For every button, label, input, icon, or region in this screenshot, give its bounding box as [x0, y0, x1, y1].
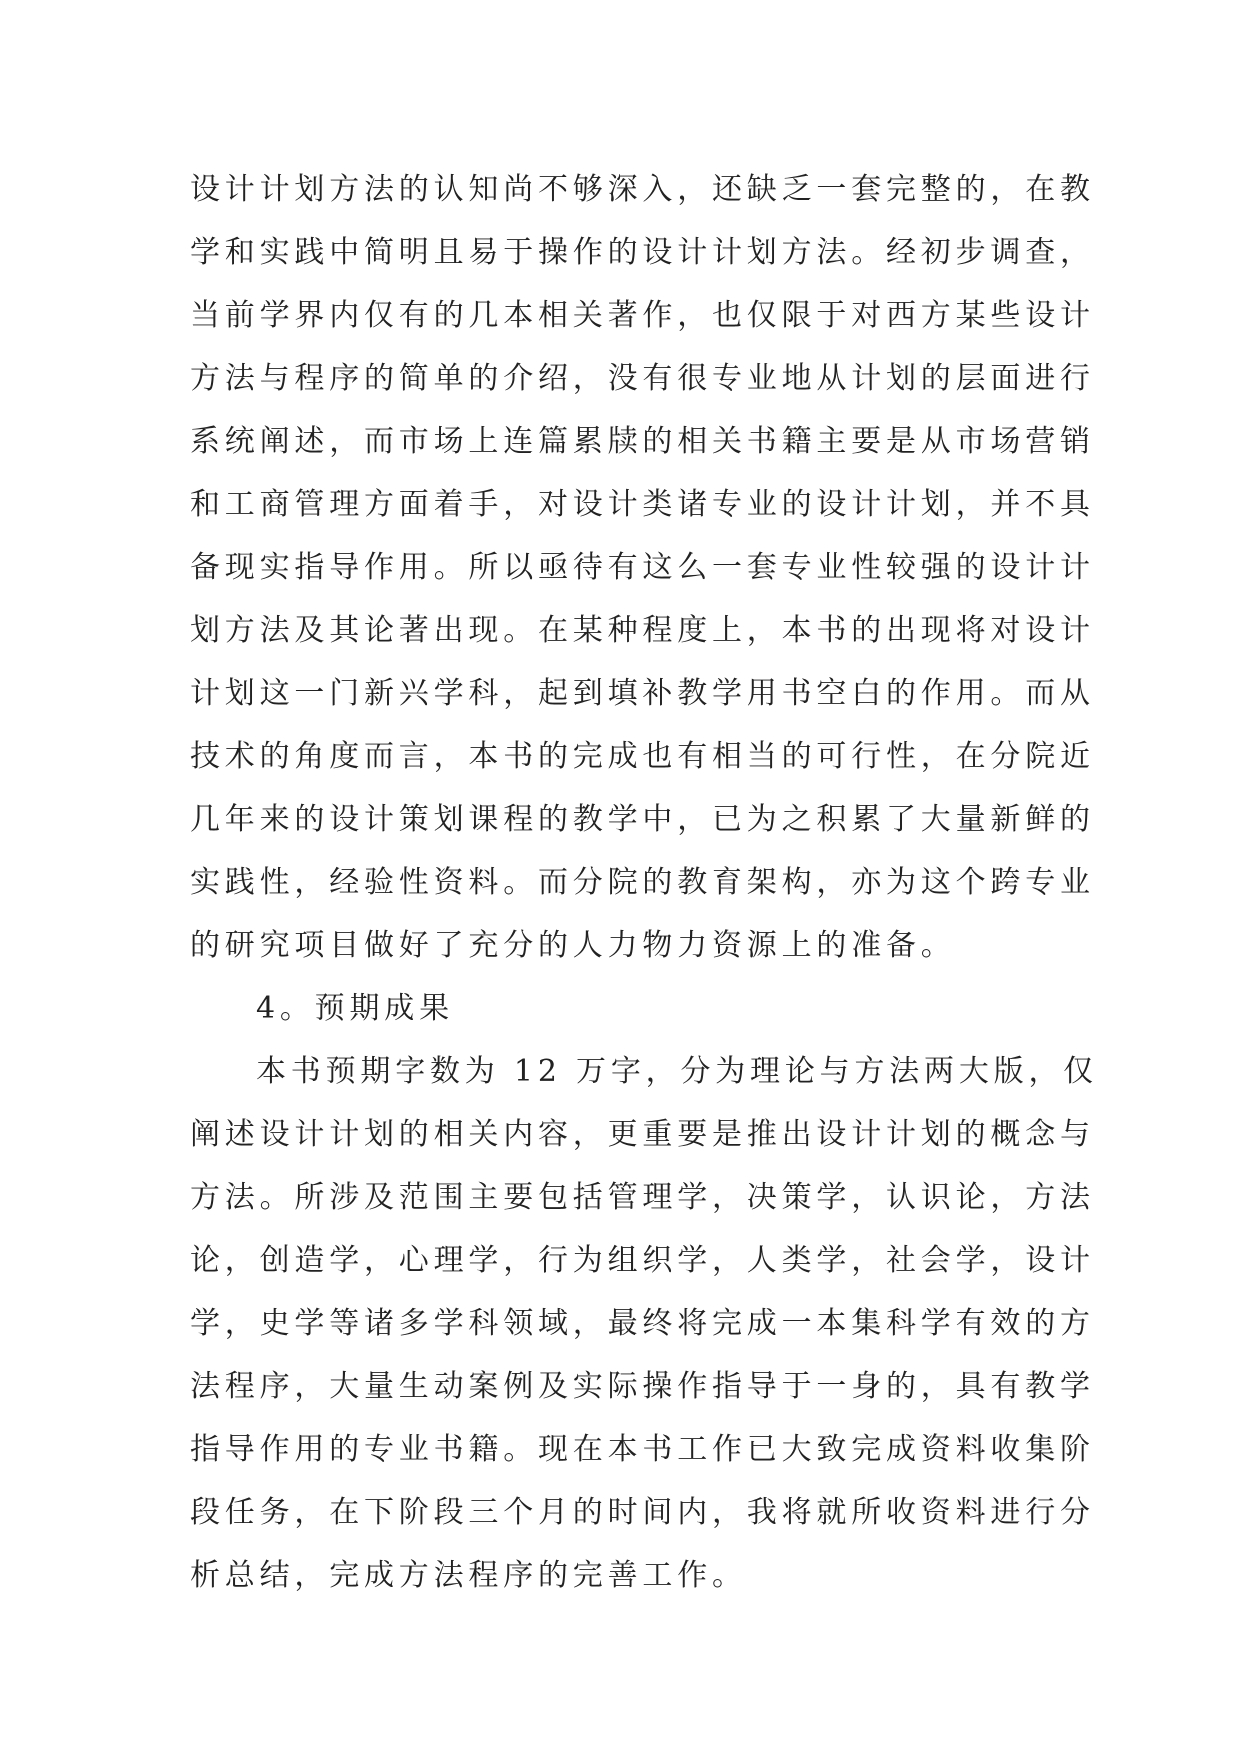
body-text	[190, 158, 1099, 1607]
text-line: 析总结，完成方法程序的完善工作。	[190, 1558, 747, 1593]
text-line: 论，创造学，心理学，行为组织学，人类学，社会学，设计	[190, 1243, 1095, 1278]
text-line: 法程序，大量生动案例及实际操作指导于一身的，具有教学	[190, 1369, 1095, 1404]
text-line: 技术的角度而言，本书的完成也有相当的可行性，在分院近	[190, 739, 1095, 774]
text-line: 设计计划方法的认知尚不够深入，还缺乏一套完整的，在教	[190, 172, 1095, 207]
text-line: 本书预期字数为 12 万字，分为理论与方法两大版，仅	[256, 1054, 1099, 1089]
text-line: 划方法及其论著出现。在某种程度上，本书的出现将对设计	[190, 613, 1095, 648]
text-line: 学和实践中简明且易于操作的设计计划方法。经初步调查，	[190, 235, 1095, 270]
text-line: 计划这一门新兴学科，起到填补教学用书空白的作用。而从	[190, 676, 1095, 711]
text-line: 方法。所涉及范围主要包括管理学，决策学，认识论，方法	[190, 1180, 1095, 1215]
text-line: 段任务，在下阶段三个月的时间内，我将就所收资料进行分	[190, 1495, 1095, 1530]
text-line: 学，史学等诸多学科领域，最终将完成一本集科学有效的方	[190, 1306, 1095, 1341]
text-line: 和工商管理方面着手，对设计类诸专业的设计计划，并不具	[190, 487, 1095, 522]
text-line: 系统阐述，而市场上连篇累牍的相关书籍主要是从市场营销	[190, 424, 1095, 459]
text-line: 备现实指导作用。所以亟待有这么一套专业性较强的设计计	[190, 550, 1095, 585]
text-line: 阐述设计计划的相关内容，更重要是推出设计计划的概念与	[190, 1117, 1095, 1152]
text-line: 实践性，经验性资料。而分院的教育架构，亦为这个跨专业	[190, 865, 1095, 900]
section-heading: 4。预期成果	[256, 991, 454, 1026]
text-line: 指导作用的专业书籍。现在本书工作已大致完成资料收集阶	[190, 1432, 1095, 1467]
text-line: 的研究项目做好了充分的人力物力资源上的准备。	[190, 928, 956, 963]
text-line: 几年来的设计策划课程的教学中，已为之积累了大量新鲜的	[190, 802, 1095, 837]
text-line: 当前学界内仅有的几本相关著作，也仅限于对西方某些设计	[190, 298, 1095, 333]
text-line: 方法与程序的简单的介绍，没有很专业地从计划的层面进行	[190, 361, 1095, 396]
